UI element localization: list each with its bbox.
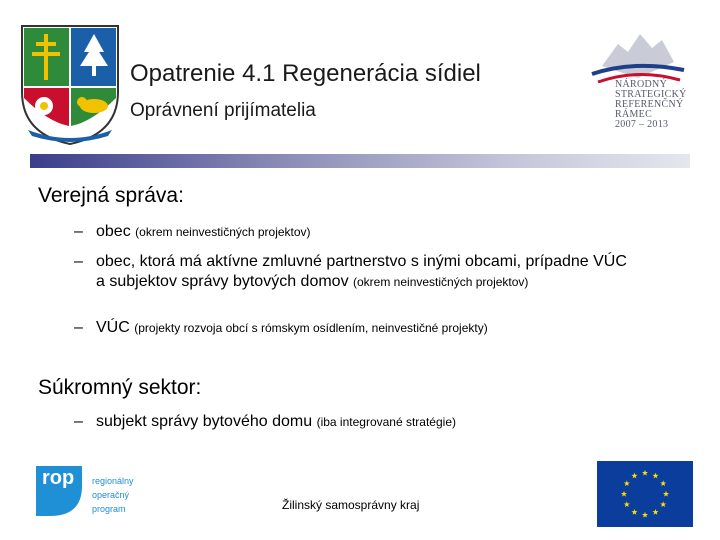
nsrr-line: STRATEGICKÝ [615, 89, 687, 100]
rop-line: program [92, 504, 126, 514]
footer-text: Žilinský samosprávny kraj [282, 498, 420, 512]
list-item-note: (iba integrované stratégie) [316, 415, 456, 429]
nsrr-line: RÁMEC [615, 109, 653, 120]
list-dash: – [74, 319, 83, 336]
nsrr-line: NÁRODNÝ [615, 79, 668, 90]
list-item [74, 318, 488, 338]
rop-line: operačný [92, 490, 130, 500]
rop-abbr: rop [42, 467, 75, 489]
private-sector-heading: Súkromný sektor: [38, 376, 202, 399]
page-subtitle: Oprávnení prijímatelia [130, 100, 316, 121]
coat-of-arms-logo [18, 22, 122, 148]
list-item-note: (okrem neinvestičných projektov) [135, 225, 311, 239]
list-item [74, 222, 311, 242]
nsrr-logo-text [615, 80, 687, 130]
list-item-text: subjekt správy bytového domu [96, 413, 313, 430]
list-item-text: obec, ktorá má aktívne zmluvné partnerstvo s inými obcami, prípadne VÚC a subjektov správy bytových domov [96, 253, 627, 290]
list-dash: – [74, 223, 83, 240]
list-dash: – [74, 413, 83, 430]
list-dash: – [74, 253, 83, 270]
header-divider [30, 154, 690, 168]
list-item [74, 252, 636, 292]
list-item-text: VÚC [96, 319, 130, 336]
public-sector-heading: Verejná správa: [38, 184, 184, 207]
list-item-note: (projekty rozvoja obcí s rómskym osídlením, neinvestičné projekty) [134, 321, 488, 335]
rop-logo [32, 462, 150, 520]
list-item-note: (okrem neinvestičných projektov) [353, 275, 529, 289]
list-item [74, 412, 456, 432]
eu-flag-icon [597, 461, 693, 527]
nsrr-line: 2007 – 2013 [615, 119, 669, 130]
page-title: Opatrenie 4.1 Regenerácia sídiel [130, 60, 481, 87]
list-item-text: obec [96, 223, 131, 240]
rop-line: regionálny [92, 476, 134, 486]
nsrr-line: REFERENČNÝ [615, 99, 684, 110]
